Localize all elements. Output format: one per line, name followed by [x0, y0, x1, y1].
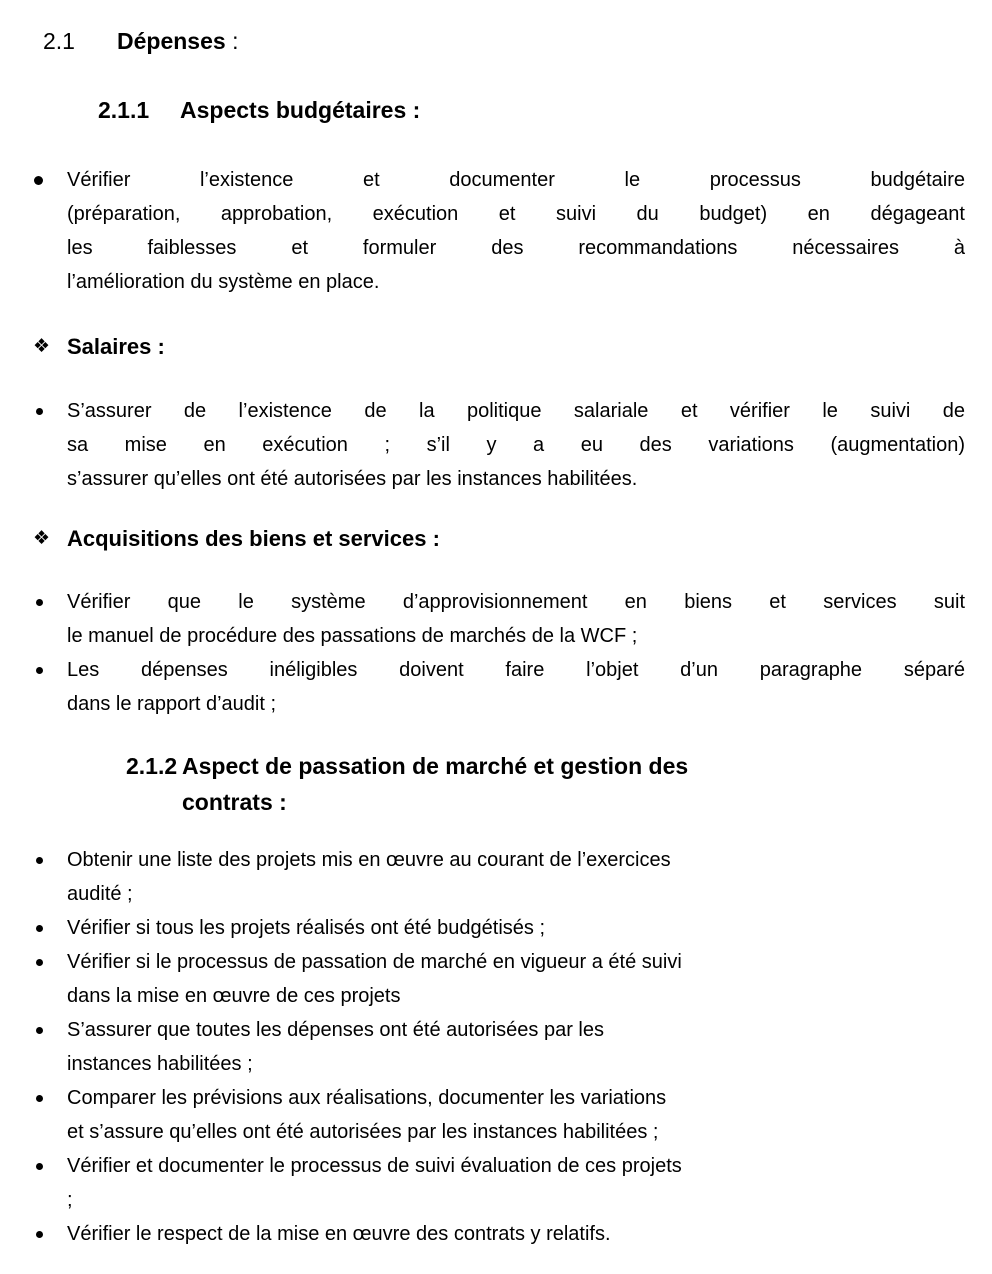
heading-colon: : — [232, 28, 239, 54]
text-line: Comparer les prévisions aux réalisations, documenter les variations — [67, 1087, 667, 1109]
text-line: s’assurer qu’elles ont été autorisées par les instances habilitées. — [67, 468, 638, 490]
subheading-acquisitions — [33, 524, 965, 554]
bullet-icon — [36, 857, 43, 864]
list-item — [33, 653, 965, 721]
text-line: sa mise en exécution ; s’il y a eu des variations (augmentation) — [67, 434, 965, 456]
text-line: (préparation, approbation, exécution et suivi du budget) en dégageant — [67, 203, 965, 225]
bullet-icon — [36, 1231, 43, 1238]
subheading-title: Salaires : — [67, 334, 165, 359]
bullet-icon — [36, 408, 43, 415]
heading-number: 2.1.2 — [126, 753, 178, 779]
heading-title — [182, 748, 688, 820]
text-line: les faiblesses et formuler des recommandations nécessaires à — [67, 237, 965, 259]
heading-title-line: Aspect de passation de marché et gestion des — [182, 753, 689, 779]
bullet-icon — [36, 925, 43, 932]
list-item — [33, 843, 965, 911]
bullet-icon — [36, 1163, 43, 1170]
text-line: Vérifier l’existence et documenter le processus budgétaire — [67, 169, 965, 191]
text-line: audité ; — [67, 883, 133, 905]
heading-aspects-budgetaires — [98, 95, 965, 125]
bullet-icon — [34, 176, 43, 185]
heading-number: 2.1 — [43, 28, 75, 54]
subheading-title: Acquisitions des biens et services : — [67, 526, 440, 551]
list-passation-marche — [33, 843, 965, 1251]
text-line: dans la mise en œuvre de ces projets — [67, 985, 401, 1007]
bullet-icon — [36, 959, 43, 966]
text-line: instances habilitées ; — [67, 1053, 253, 1075]
text-line: dans le rapport d’audit ; — [67, 693, 277, 715]
list-item — [33, 1149, 965, 1217]
heading-title: Aspects budgétaires : — [180, 97, 421, 123]
list-item — [33, 1081, 965, 1149]
text-line: Vérifier que le système d’approvisionnement en biens et services suit — [67, 591, 965, 613]
list-item — [33, 911, 965, 945]
text-line: le manuel de procédure des passations de marchés de la WCF ; — [67, 625, 638, 647]
list-item — [33, 945, 965, 1013]
text-line: S’assurer de l’existence de la politique salariale et vérifier le suivi de — [67, 400, 965, 422]
bullet-icon — [36, 1095, 43, 1102]
list-item — [33, 1217, 965, 1251]
bullet-icon — [36, 599, 43, 606]
heading-number: 2.1.1 — [98, 97, 150, 123]
list-item — [33, 1013, 965, 1081]
bullet-icon — [36, 667, 43, 674]
text-line: Les dépenses inéligibles doivent faire l’objet d’un paragraphe séparé — [67, 659, 965, 681]
diamond-bullet-icon: ❖ — [33, 528, 51, 549]
heading-title: Dépenses — [117, 28, 226, 54]
subheading-salaires — [33, 332, 965, 362]
list-item — [33, 585, 965, 653]
heading-passation-marche — [126, 748, 965, 820]
text-line: Vérifier et documenter le processus de suivi évaluation de ces projets — [67, 1155, 682, 1177]
text-line: Vérifier le respect de la mise en œuvre des contrats y relatifs. — [67, 1223, 611, 1245]
list-item — [33, 394, 965, 496]
heading-depenses — [43, 26, 965, 56]
text-line: et s’assure qu’elles ont été autorisées par les instances habilitées ; — [67, 1121, 659, 1143]
diamond-bullet-icon: ❖ — [33, 336, 51, 357]
text-line: Vérifier si tous les projets réalisés ont été budgétisés ; — [67, 917, 546, 939]
text-line: S’assurer que toutes les dépenses ont été autorisées par les — [67, 1019, 604, 1041]
text-line: ; — [67, 1189, 73, 1211]
text-line: Obtenir une liste des projets mis en œuvre au courant de l’exercices — [67, 849, 671, 871]
text-line: Vérifier si le processus de passation de marché en vigueur a été suivi — [67, 951, 682, 973]
text-line: l’amélioration du système en place. — [67, 271, 380, 293]
list-item — [33, 163, 965, 299]
heading-title-line: contrats : — [182, 789, 287, 815]
bullet-icon — [36, 1027, 43, 1034]
